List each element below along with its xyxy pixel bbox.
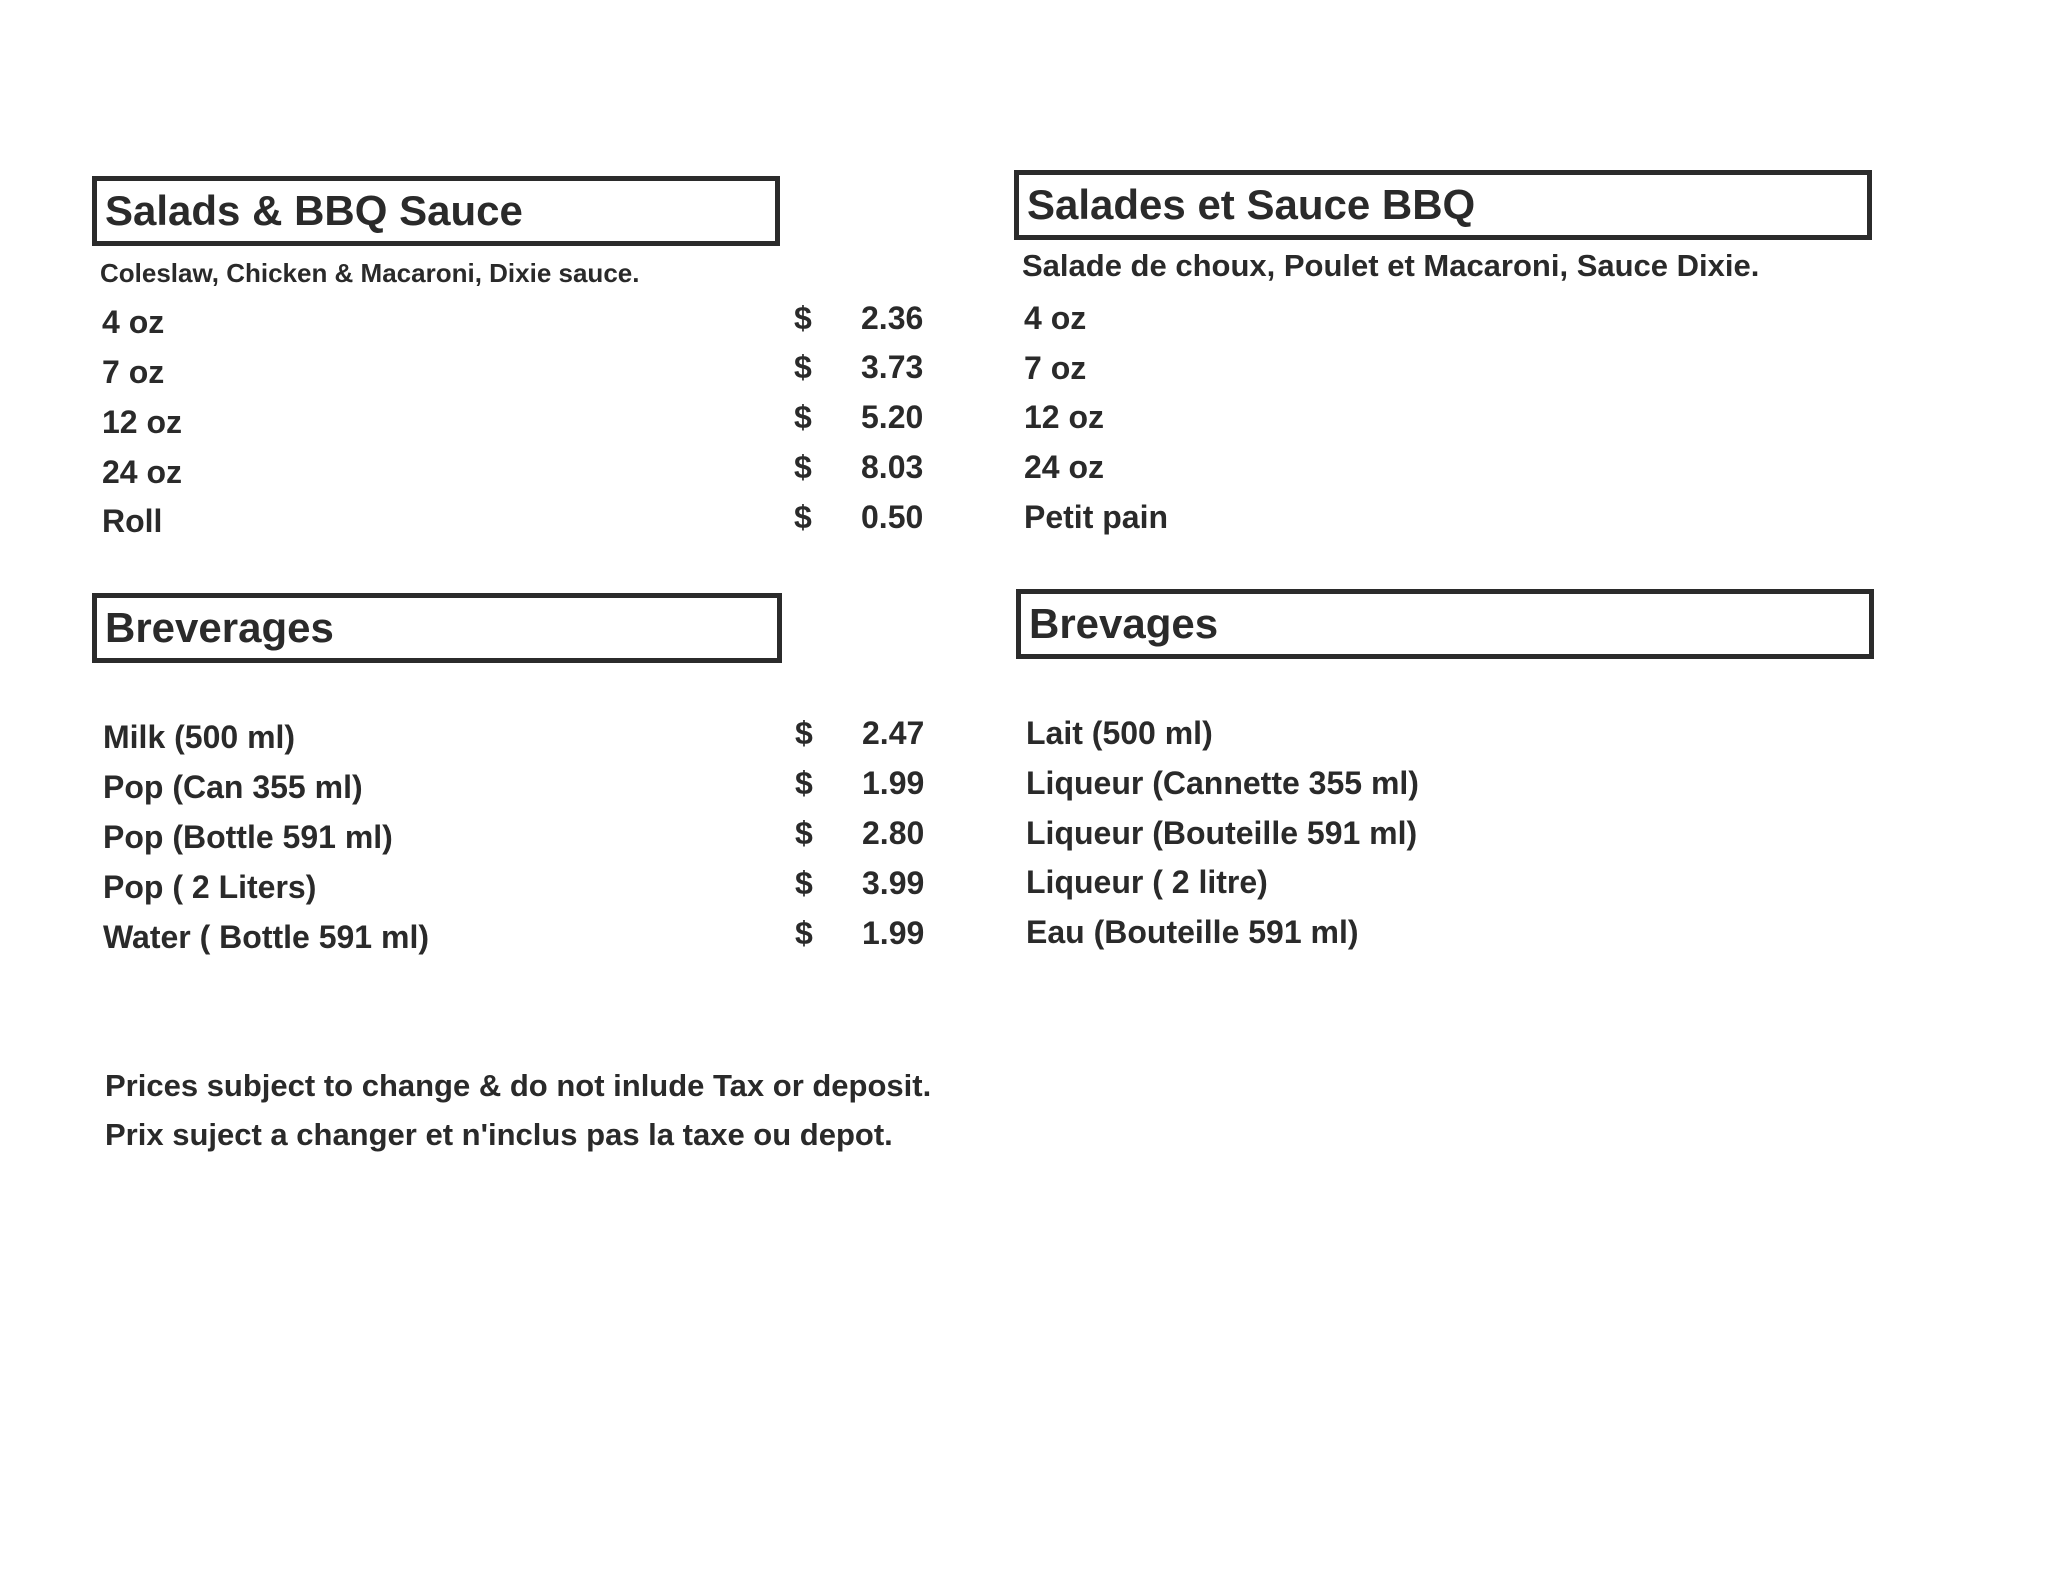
salads-fr-subtitle: Salade de choux, Poulet et Macaroni, Sauce Dixie. [1022,248,1760,283]
salads-en-subtitle: Coleslaw, Chicken & Macaroni, Dixie sauce. [100,258,640,288]
salads-fr-item: 7 oz [1024,350,1087,386]
salads-en-heading-box [92,176,780,246]
beverages-fr-item: Lait (500 ml) [1026,715,1213,751]
beverages-en-item-price: 3.99 [862,865,925,901]
salads-fr-item: 12 oz [1024,399,1105,435]
salads-en-item-price: 8.03 [861,449,924,485]
salads-en-item-price: 2.36 [861,300,924,336]
salads-en-item-label: 4 oz [102,304,165,340]
price-note-en: Prices subject to change & do not inlude Tax or deposit. [105,1068,932,1103]
salads-en-item-currency: $ [794,399,812,435]
salads-en-item-label: 24 oz [102,454,183,490]
beverages-fr-title: Brevages [1029,600,1219,647]
beverages-en-item-label: Pop ( 2 Liters) [103,869,317,905]
beverages-en-title: Breverages [105,604,334,651]
beverages-en-item-label: Water ( Bottle 591 ml) [103,919,429,955]
beverages-en-item-currency: $ [795,915,813,951]
salads-fr-title: Salades et Sauce BBQ [1027,181,1476,228]
beverages-en-item-currency: $ [795,815,813,851]
salads-en-title: Salads & BBQ Sauce [105,187,523,234]
salads-en-item-price: 0.50 [861,499,924,535]
salads-en-item-currency: $ [794,300,812,336]
beverages-en-item-currency: $ [795,715,813,751]
salads-fr-item: Petit pain [1024,499,1169,535]
beverages-fr-item: Liqueur (Cannette 355 ml) [1026,765,1419,801]
beverages-fr-heading-box [1016,589,1874,659]
beverages-en-item-label: Pop (Can 355 ml) [103,769,363,805]
salads-en-item-label: 7 oz [102,354,165,390]
salads-fr-item: 4 oz [1024,300,1087,336]
beverages-fr-item: Eau (Bouteille 591 ml) [1026,914,1359,950]
salads-fr-item: 24 oz [1024,449,1105,485]
salads-en-item-price: 3.73 [861,349,924,385]
beverages-en-item-currency: $ [795,865,813,901]
beverages-en-heading-box [92,593,782,663]
beverages-en-item-label: Pop (Bottle 591 ml) [103,819,393,855]
beverages-en-item-label: Milk (500 ml) [103,719,296,755]
salads-en-item-price: 5.20 [861,399,924,435]
beverages-en-item-price: 1.99 [862,915,925,951]
beverages-en-item-price: 2.47 [862,715,925,751]
salads-en-item-label: Roll [102,503,163,539]
salads-en-item-currency: $ [794,449,812,485]
beverages-fr-item: Liqueur ( 2 litre) [1026,864,1268,900]
beverages-en-item-price: 1.99 [862,765,925,801]
beverages-en-item-price: 2.80 [862,815,925,851]
salads-en-item-currency: $ [794,499,812,535]
salads-en-item-currency: $ [794,349,812,385]
salads-en-item-label: 12 oz [102,404,183,440]
beverages-fr-item: Liqueur (Bouteille 591 ml) [1026,815,1418,851]
price-note-fr: Prix suject a changer et n'inclus pas la taxe ou depot. [105,1117,893,1152]
salads-fr-heading-box [1014,170,1872,240]
beverages-en-item-currency: $ [795,765,813,801]
